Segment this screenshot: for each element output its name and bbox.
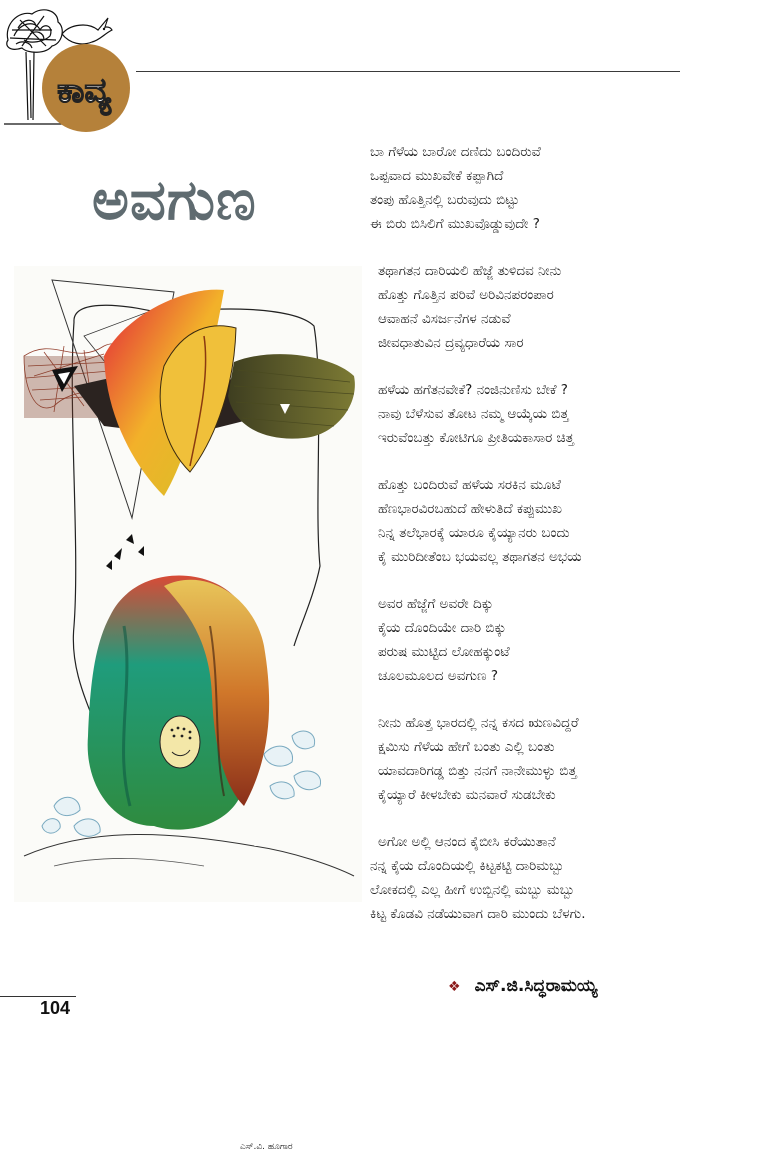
- poem-line: ಅವರ ಹೆಜ್ಜೆಗೆ ಅವರೇ ದಿಕ್ಕು: [378, 596, 494, 612]
- poem-author: [448, 976, 597, 996]
- poem-line: ಹೊತ್ತು ಗೊತ್ತಿನ ಪರಿವೆ ಅರಿವಿನಪರಂಪಾರ: [378, 287, 554, 303]
- poem-line: ಕೈಯ ದೊಂದಿಯೇ ದಾರಿ ಬಿಕ್ಕು: [378, 620, 507, 636]
- poem-line: ಹೆಣಭಾರವಿರಬಹುದೆ ಹೇಳುತಿದೆ ಕಪ್ಪುಮುಖ: [378, 501, 562, 517]
- poem-line: ಒಪ್ಪವಾದ ಮುಖವೇಕೆ ಕಪ್ಪಾಗಿದೆ: [370, 168, 504, 184]
- poem-line: ನೀನು ಹೊತ್ತ ಭಾರದಲ್ಲಿ ನನ್ನ ಕಸದ ಋಣವಿದ್ದರೆ: [378, 715, 579, 731]
- poem-line: ಹೊತ್ತು ಬಂದಿರುವೆ ಹಳೆಯ ಸರಕಿನ ಮೂಟೆ: [378, 477, 561, 493]
- poem-line: ಇರುವೆಂಬತ್ತು ಕೋಟಿಗೂ ಪ್ರೀತಿಯಕಾಸಾರ ಚಿತ್ತ: [378, 430, 574, 446]
- poem-body: [370, 140, 700, 949]
- magazine-logo: [0, 0, 136, 140]
- poem-line: ಆವಾಹನೆ ವಿಸರ್ಜನೆಗಳ ನಡುವೆ: [378, 311, 511, 327]
- poem-line: ಲೋಕದಲ್ಲಿ ಎಲ್ಲ ಹೀಗೆ ಉಬ್ಬಿನಲ್ಲಿ ಮಬ್ಬು ಮಬ್ಬು: [370, 882, 575, 898]
- poem-title: ಅವಗುಣ: [92, 168, 257, 233]
- poem-line: ಜೀವಧಾತುವಿನ ದ್ರವ್ಯಧಾರೆಯ ಸಾರ: [378, 335, 524, 351]
- logo-text: ಕಾವ್ಯ: [57, 71, 111, 111]
- poem-line: ತಥಾಗತನ ದಾರಿಯಲಿ ಹೆಜ್ಜೆ ತುಳಿದವ ನೀನು: [378, 263, 562, 279]
- stanza: [370, 711, 700, 807]
- footer-rule: [0, 996, 76, 997]
- stanza: [370, 259, 700, 355]
- poem-line: ಕೈಯ್ಯಾರೆ ಕೀಳಬೇಕು ಮನವಾರೆ ಸುಡಬೇಕು: [378, 787, 556, 803]
- poem-line: ಅಗೋ ಅಲ್ಲಿ ಆನಂದ ಕೈಬೀಸಿ ಕರೆಯುತಾನೆ: [378, 834, 556, 850]
- poem-line: ಬಾ ಗೆಳೆಯ ಬಾರೋ ದಣಿದು ಬಂದಿರುವೆ: [370, 144, 541, 160]
- bird-tree-logo-icon: [0, 0, 136, 140]
- poem-line: ಹಳೆಯ ಹಗೆತನವೇಕೆ? ನಂಜಿನುಣಿಸು ಬೇಕೆ ?: [378, 382, 568, 398]
- stanza: [370, 592, 700, 688]
- page-number: 104: [40, 998, 71, 1018]
- poem-line: ಈ ಬಿರು ಬಿಸಿಲಿಗೆ ಮುಖವೊಡ್ಡುವುದೇ ?: [370, 216, 540, 232]
- stanza: [370, 378, 700, 450]
- stanza: [370, 140, 700, 236]
- poem-line: ನಿನ್ನ ತಲೆಭಾರಕ್ಕೆ ಯಾರೂ ಕೈಯ್ಯಾನರು ಬಂದು: [378, 525, 570, 541]
- stanza: [370, 473, 700, 569]
- stanza: [370, 830, 700, 926]
- header-rule: [136, 71, 680, 72]
- poem-line: ನನ್ನ ಕೈಯ ದೊಂದಿಯಲ್ಲಿ ಕಿಟ್ಟಕಟ್ಟಿ ದಾರಿಮಬ್ಬು: [370, 858, 565, 874]
- artist-signature: ಎಸ್.ವಿ. ಹೂಗಾರ: [240, 1142, 293, 1152]
- poem-line: ಯಾವದಾರಿಗಡ್ಡ ಬಿತ್ತು ನನಗೆ ನಾನೇಮುಳ್ಳು ಬಿತ್ತ: [378, 763, 577, 779]
- poem-line: ಕೈ ಮುರಿದೀತೆಂಬ ಭಯವಲ್ಲ ತಥಾಗತನ ಅಭಯ: [378, 549, 582, 565]
- diamond-bullet-icon: ❖: [448, 979, 461, 995]
- poem-line: ಕ್ಷಮಿಸು ಗೆಳೆಯ ಹೇಗೆ ಬಂತು ಎಲ್ಲಿ ಬಂತು: [378, 739, 555, 755]
- poem-line: ಪರುಷ ಮುಟ್ಟಿದ ಲೋಹಕ್ಕುಂಟೆ: [378, 644, 510, 660]
- author-name: ಎಸ್.ಜಿ.ಸಿದ್ಧರಾಮಯ್ಯ: [474, 976, 598, 996]
- poem-line: ನಾವು ಬೆಳೆಸುವ ತೋಟ ನಮ್ಮ ಆಯ್ಕೆಯ ಬಿತ್ತ: [378, 406, 569, 422]
- poem-line: ಚೂಲಮೂಲದ ಅವಗುಣ ?: [378, 668, 498, 684]
- poem-line: ಕಿಟ್ಟ ಕೊಡವಿ ನಡೆಯುವಾಗ ದಾರಿ ಮುಂದು ಬೆಳಗು.: [370, 906, 586, 922]
- poem-line: ತಂಪು ಹೊತ್ತಿನಲ್ಲಿ ಬರುವುದು ಬಿಟ್ಟು: [370, 192, 520, 208]
